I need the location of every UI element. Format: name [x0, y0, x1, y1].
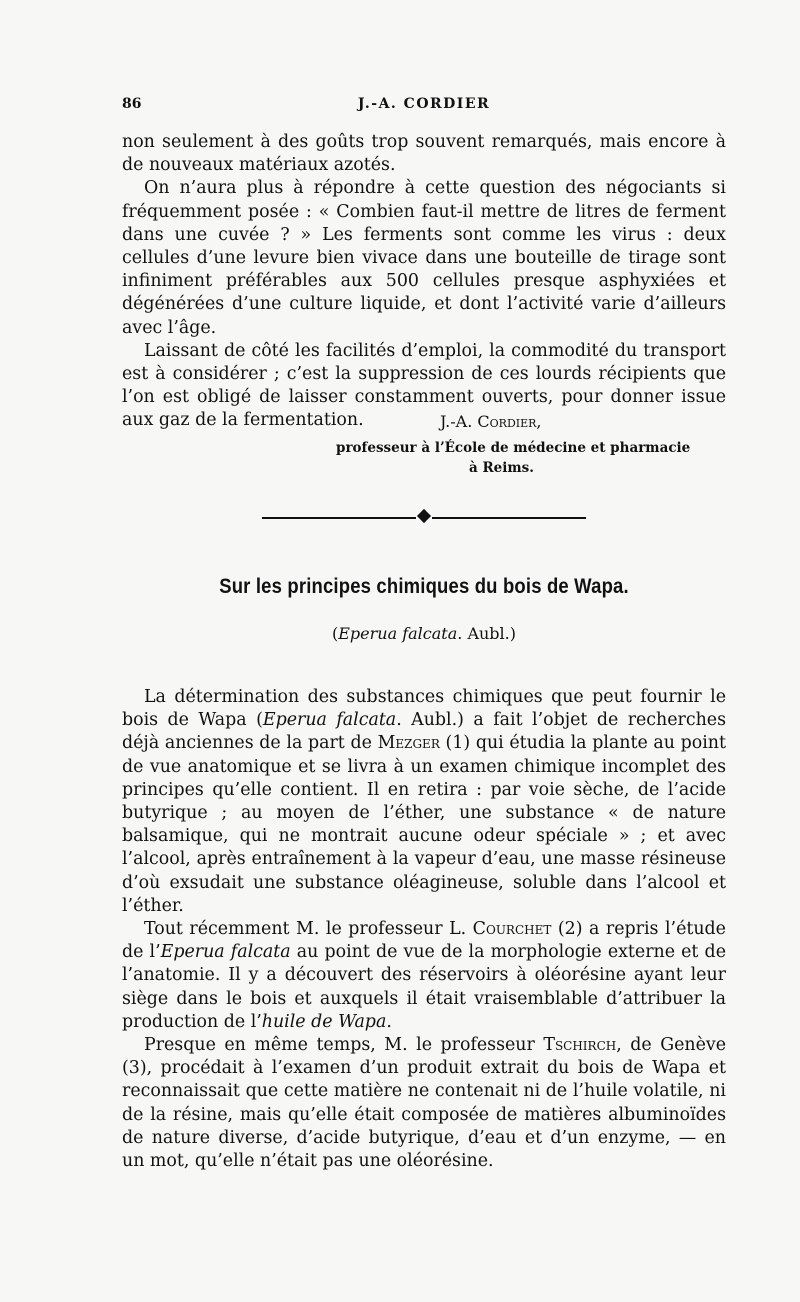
signature-surname: Cordier, — [477, 412, 542, 431]
paragraph-tschirch: Presque en même temps, M. le professeur Tschirch, de Genève (3), procédait à l’examen d’un produit extrait du bois de Wapa et reconnaissait que cette matière ne contenait ni de l’huile volatile, ni de la résine, mais qu’elle était composée de matières albuminoïdes de nature diverse, d’acide butyrique, d’eau et d’un enzyme, — en un mot, qu’elle n’était pas une oléorésine. — [122, 1035, 727, 1172]
paragraph-courchet: Tout récemment M. le professeur L. Courchet (2) a repris l’étude de l’Eperua falcata au point de vue de la morphologie externe et de l’anatomie. Il y a découvert des réservoirs à oléorésine ayant leur siège dans le bois et auxquels il était vraisemblable d’attribuer la production de l’huile de Wapa. — [122, 919, 726, 1032]
author-name-mezger: Mezger — [377, 733, 440, 754]
paragraph-mezger: La détermination des substances chimiques que peut fournir le bois de Wapa (Eperua falcata. Aubl.) a fait l’objet de recherches déjà anciennes de la part de Mezger (1) qui étudia la plante au point de vue anatomique et se livra à un examen chimique incomplet des principes qu’elle contient. Il en retira : par voie sèche, de l’acide butyrique ; au moyen de l’éther, une substance « de nature balsamique, qui ne montrait aucune odeur spéciale » ; et avec l’alcool, après entraînement à la vapeur d’eau, une masse résineuse d’où exsudait une substance oléagineuse, soluble dans l’alcool et l’éther. — [122, 687, 726, 916]
article-subtitle: (Eperua falcata. Aubl.) — [332, 624, 516, 643]
document-page — [122, 0, 726, 1302]
subtitle-species: Eperua falcata — [338, 624, 458, 643]
signature-city: à Reims. — [469, 460, 534, 476]
page-header — [122, 96, 726, 120]
paragraph-conclusion: Laissant de côté les facilités d’emploi, la commodité du transport est à considérer ; c’est la suppression de ces lourds récipients que l’on est obligé de laisser constamment ouverts, pour donner issue aux gaz de la fermentation. — [122, 340, 726, 431]
first-part-text — [122, 131, 726, 433]
article-body — [122, 686, 726, 1173]
signature-initials: J.-A. — [440, 412, 473, 431]
signature-affiliation: professeur à l’École de médecine et pharmacie — [336, 440, 691, 456]
page-number: 86 — [122, 96, 142, 112]
subtitle-author: . Aubl.) — [457, 624, 516, 643]
paragraph-ferments: On n’aura plus à répondre à cette question des négociants si fréquemment posée : « Combien faut-il mettre de litres de ferment dans une cuvée ? » Les ferments sont comme les virus : deux cellules d’une levure bien vivace dans une bouteille de tirage sont infiniment préférables aux 500 cellules presque asphyxiées et dégénérées d’une culture liquide, et dont l’activité varie d’ailleurs avec l’âge. — [122, 178, 726, 338]
section-separator — [262, 508, 586, 528]
separator-rule-right — [432, 517, 586, 519]
author-name-tschirch: Tschirch — [543, 1035, 617, 1056]
signature-name — [440, 412, 542, 431]
article-title: Sur les principes chimiques du bois de Wapa. — [219, 575, 629, 598]
separator-rule-left — [262, 517, 416, 519]
diamond-ornament-icon — [417, 509, 431, 523]
running-head: J.-A. CORDIER — [357, 96, 491, 112]
paragraph-continuation: non seulement à des goûts trop souvent remarqués, mais encore à de nouveaux matériaux azotés. — [122, 132, 726, 176]
author-name-courchet: Courchet — [472, 919, 552, 940]
